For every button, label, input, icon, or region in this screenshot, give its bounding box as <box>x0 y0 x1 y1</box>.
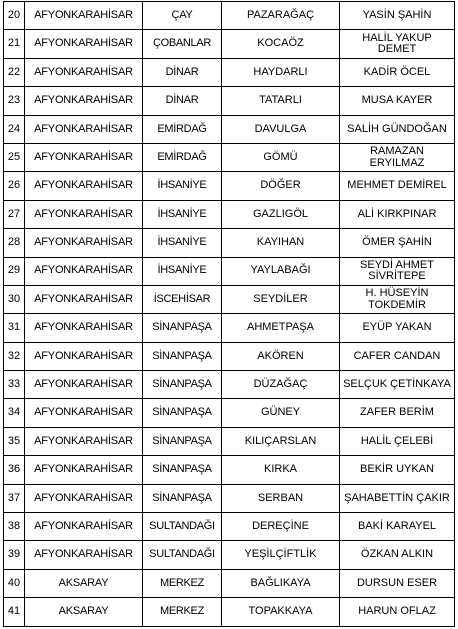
table-row <box>4 172 455 200</box>
district-cell: SULTANDAĞI <box>143 513 222 541</box>
person-name-cell: EYÜP YAKAN <box>340 314 455 342</box>
district-cell: MERKEZ <box>143 569 222 597</box>
district-cell: İSCEHİSAR <box>143 285 222 313</box>
person-name-cell: KADİR ÖCEL <box>340 58 455 86</box>
row-number-cell: 32 <box>4 342 25 370</box>
person-name-cell: DURSUN ESER <box>340 569 455 597</box>
village-cell: GÜNEY <box>222 399 340 427</box>
district-cell: SULTANDAĞI <box>143 541 222 569</box>
district-cell: SİNANPAŞA <box>143 484 222 512</box>
district-cell: ÇOBANLAR <box>143 30 222 58</box>
district-cell: İHSANİYE <box>143 257 222 285</box>
person-name-cell: CAFER CANDAN <box>340 342 455 370</box>
province-cell: AFYONKARAHİSAR <box>25 257 143 285</box>
table-row <box>4 257 455 285</box>
table-row <box>4 87 455 115</box>
person-name-cell: HALİL ÇELEBİ <box>340 427 455 455</box>
person-name-cell: MUSA KAYER <box>340 87 455 115</box>
province-cell: AFYONKARAHİSAR <box>25 427 143 455</box>
district-cell: DİNAR <box>143 87 222 115</box>
person-name-cell: SELÇUK ÇETİNKAYA <box>340 371 455 399</box>
district-cell: ÇAY <box>143 2 222 30</box>
table-row <box>4 143 455 171</box>
row-number-cell: 30 <box>4 285 25 313</box>
province-cell: AKSARAY <box>25 569 143 597</box>
village-cell: GAZLIGÖL <box>222 200 340 228</box>
table-row <box>4 229 455 257</box>
person-name-cell: BEKİR UYKAN <box>340 456 455 484</box>
province-cell: AFYONKARAHİSAR <box>25 2 143 30</box>
person-name-cell: HARUN OFLAZ <box>340 598 455 626</box>
district-cell: EMİRDAĞ <box>143 143 222 171</box>
village-cell: KOCAÖZ <box>222 30 340 58</box>
village-cell: KIRKA <box>222 456 340 484</box>
row-number-cell: 29 <box>4 257 25 285</box>
district-cell: SİNANPAŞA <box>143 314 222 342</box>
row-number-cell: 31 <box>4 314 25 342</box>
row-number-cell: 40 <box>4 569 25 597</box>
village-cell: PAZARAĞAÇ <box>222 2 340 30</box>
person-name-cell: ŞAHABETTİN ÇAKIR <box>340 484 455 512</box>
row-number-cell: 22 <box>4 58 25 86</box>
person-name-cell: H. HÜSEYİN TOKDEMİR <box>340 285 455 313</box>
row-number-cell: 38 <box>4 513 25 541</box>
province-cell: AFYONKARAHİSAR <box>25 314 143 342</box>
village-cell: AHMETPAŞA <box>222 314 340 342</box>
row-number-cell: 24 <box>4 115 25 143</box>
person-name-cell: YASİN ŞAHİN <box>340 2 455 30</box>
village-cell: TATARLI <box>222 87 340 115</box>
table-row <box>4 314 455 342</box>
row-number-cell: 37 <box>4 484 25 512</box>
village-cell: DÜZAĞAÇ <box>222 371 340 399</box>
table-row <box>4 285 455 313</box>
village-cell: SERBAN <box>222 484 340 512</box>
province-cell: AFYONKARAHİSAR <box>25 456 143 484</box>
person-name-cell: RAMAZAN ERYILMAZ <box>340 143 455 171</box>
village-cell: KILIÇARSLAN <box>222 427 340 455</box>
table-row <box>4 2 455 30</box>
village-cell: DEREÇİNE <box>222 513 340 541</box>
province-cell: AFYONKARAHİSAR <box>25 229 143 257</box>
table-row <box>4 399 455 427</box>
village-cell: DÖĞER <box>222 172 340 200</box>
province-cell: AKSARAY <box>25 598 143 626</box>
province-cell: AFYONKARAHİSAR <box>25 285 143 313</box>
province-cell: AFYONKARAHİSAR <box>25 342 143 370</box>
row-number-cell: 28 <box>4 229 25 257</box>
district-cell: SİNANPAŞA <box>143 427 222 455</box>
person-name-cell: SALİH GÜNDOĞAN <box>340 115 455 143</box>
district-cell: MERKEZ <box>143 598 222 626</box>
row-number-cell: 41 <box>4 598 25 626</box>
row-number-cell: 39 <box>4 541 25 569</box>
district-cell: DİNAR <box>143 58 222 86</box>
row-number-cell: 36 <box>4 456 25 484</box>
village-cell: SEYDİLER <box>222 285 340 313</box>
table-row <box>4 58 455 86</box>
village-cell: AKÖREN <box>222 342 340 370</box>
person-name-cell: HALİL YAKUP DEMET <box>340 30 455 58</box>
row-number-cell: 35 <box>4 427 25 455</box>
table-row <box>4 200 455 228</box>
province-cell: AFYONKARAHİSAR <box>25 87 143 115</box>
table-body <box>4 2 455 627</box>
district-cell: SİNANPAŞA <box>143 399 222 427</box>
village-cell: BAĞLIKAYA <box>222 569 340 597</box>
row-number-cell: 20 <box>4 2 25 30</box>
province-cell: AFYONKARAHİSAR <box>25 58 143 86</box>
province-cell: AFYONKARAHİSAR <box>25 115 143 143</box>
province-cell: AFYONKARAHİSAR <box>25 541 143 569</box>
district-cell: SİNANPAŞA <box>143 456 222 484</box>
village-cell: KAYIHAN <box>222 229 340 257</box>
row-number-cell: 23 <box>4 87 25 115</box>
district-cell: SİNANPAŞA <box>143 371 222 399</box>
person-name-cell: SEYDİ AHMET SİVRİTEPE <box>340 257 455 285</box>
district-cell: EMİRDAĞ <box>143 115 222 143</box>
records-table <box>3 1 455 627</box>
province-cell: AFYONKARAHİSAR <box>25 484 143 512</box>
table-row <box>4 371 455 399</box>
province-cell: AFYONKARAHİSAR <box>25 172 143 200</box>
district-cell: İHSANİYE <box>143 229 222 257</box>
table-row <box>4 342 455 370</box>
village-cell: DAVULGA <box>222 115 340 143</box>
person-name-cell: ALİ KIRKPINAR <box>340 200 455 228</box>
person-name-cell: ÖMER ŞAHİN <box>340 229 455 257</box>
village-cell: YAYLABAĞI <box>222 257 340 285</box>
row-number-cell: 34 <box>4 399 25 427</box>
district-cell: İHSANİYE <box>143 172 222 200</box>
province-cell: AFYONKARAHİSAR <box>25 200 143 228</box>
village-cell: TOPAKKAYA <box>222 598 340 626</box>
person-name-cell: ZAFER BERİM <box>340 399 455 427</box>
row-number-cell: 33 <box>4 371 25 399</box>
village-cell: HAYDARLI <box>222 58 340 86</box>
person-name-cell: BAKİ KARAYEL <box>340 513 455 541</box>
row-number-cell: 26 <box>4 172 25 200</box>
table-row <box>4 30 455 58</box>
table-row <box>4 513 455 541</box>
table-row <box>4 484 455 512</box>
province-cell: AFYONKARAHİSAR <box>25 143 143 171</box>
table-row <box>4 427 455 455</box>
person-name-cell: MEHMET DEMİREL <box>340 172 455 200</box>
province-cell: AFYONKARAHİSAR <box>25 371 143 399</box>
table-row <box>4 569 455 597</box>
table-row <box>4 115 455 143</box>
province-cell: AFYONKARAHİSAR <box>25 399 143 427</box>
row-number-cell: 27 <box>4 200 25 228</box>
province-cell: AFYONKARAHİSAR <box>25 513 143 541</box>
person-name-cell: ÖZKAN ALKIN <box>340 541 455 569</box>
row-number-cell: 21 <box>4 30 25 58</box>
table-row <box>4 541 455 569</box>
table-row <box>4 598 455 626</box>
table-row <box>4 456 455 484</box>
district-cell: SİNANPAŞA <box>143 342 222 370</box>
district-cell: İHSANİYE <box>143 200 222 228</box>
village-cell: YEŞİLÇİFTLİK <box>222 541 340 569</box>
row-number-cell: 25 <box>4 143 25 171</box>
village-cell: GÖMÜ <box>222 143 340 171</box>
province-cell: AFYONKARAHİSAR <box>25 30 143 58</box>
